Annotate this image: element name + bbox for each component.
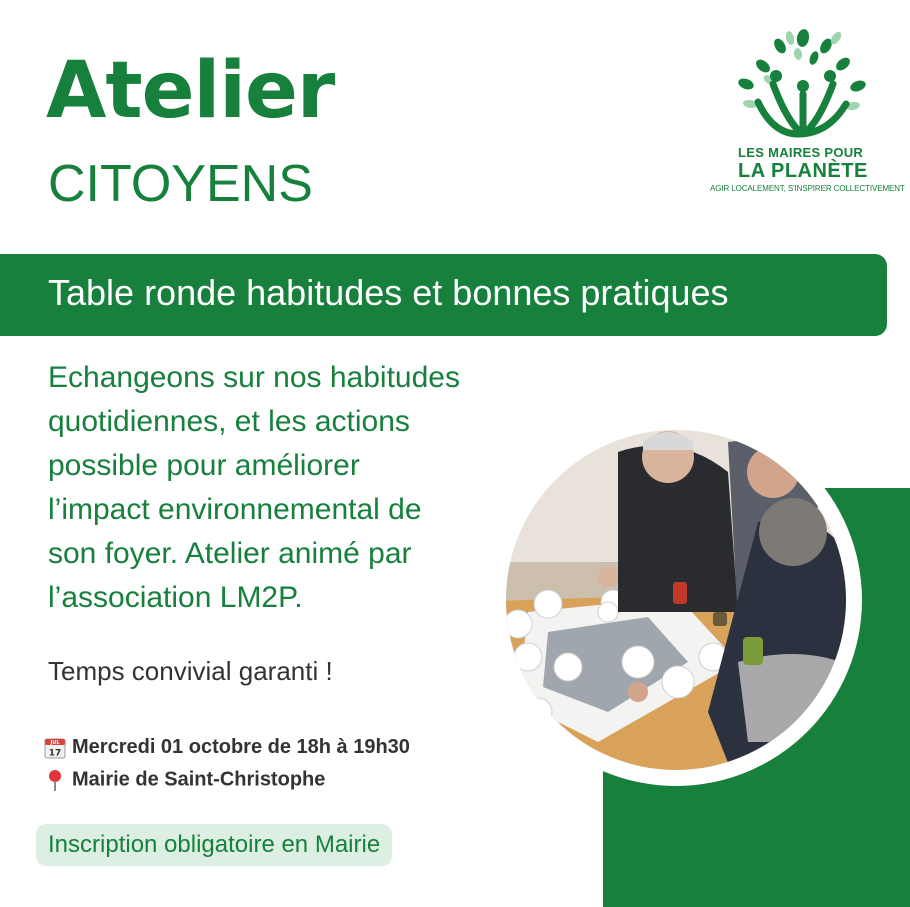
logo-text-top: LES MAIRES POUR <box>738 145 864 160</box>
description-line: son foyer. Atelier animé par <box>48 537 412 570</box>
description-line: l’impact environnemental de <box>48 493 422 526</box>
description-line: possible pour améliorer <box>48 449 360 482</box>
description <box>48 356 518 620</box>
description-line: quotidiennes, et les actions <box>48 405 410 438</box>
poster-subtitle: CITOYENS <box>48 155 313 213</box>
logo-text-bottom: LA PLANÈTE <box>738 160 868 182</box>
event-location-text: Mairie de Saint-Christophe <box>72 768 326 791</box>
banner-text: Table ronde habitudes et bonnes pratiques <box>48 272 729 313</box>
event-date <box>44 736 410 759</box>
registration-notice: Inscription obligatoire en Mairie <box>36 824 392 866</box>
calendar-month: JUL <box>50 739 60 746</box>
convivial-note: Temps convivial garanti ! <box>48 656 333 686</box>
calendar-day: 17 <box>48 748 62 759</box>
description-line: l’association LM2P. <box>48 581 303 614</box>
calendar-icon <box>44 737 66 759</box>
pin-icon <box>44 768 66 792</box>
logo-tagline: AGIR LOCALEMENT, S'INSPIRER COLLECTIVEMENT <box>710 184 905 193</box>
poster-title: Atelier <box>46 46 335 136</box>
description-line: Echangeons sur nos habitudes <box>48 361 460 394</box>
workshop-photo <box>488 412 864 788</box>
event-date-text: Mercredi 01 octobre de 18h à 19h30 <box>72 736 410 758</box>
event-location <box>44 768 325 792</box>
